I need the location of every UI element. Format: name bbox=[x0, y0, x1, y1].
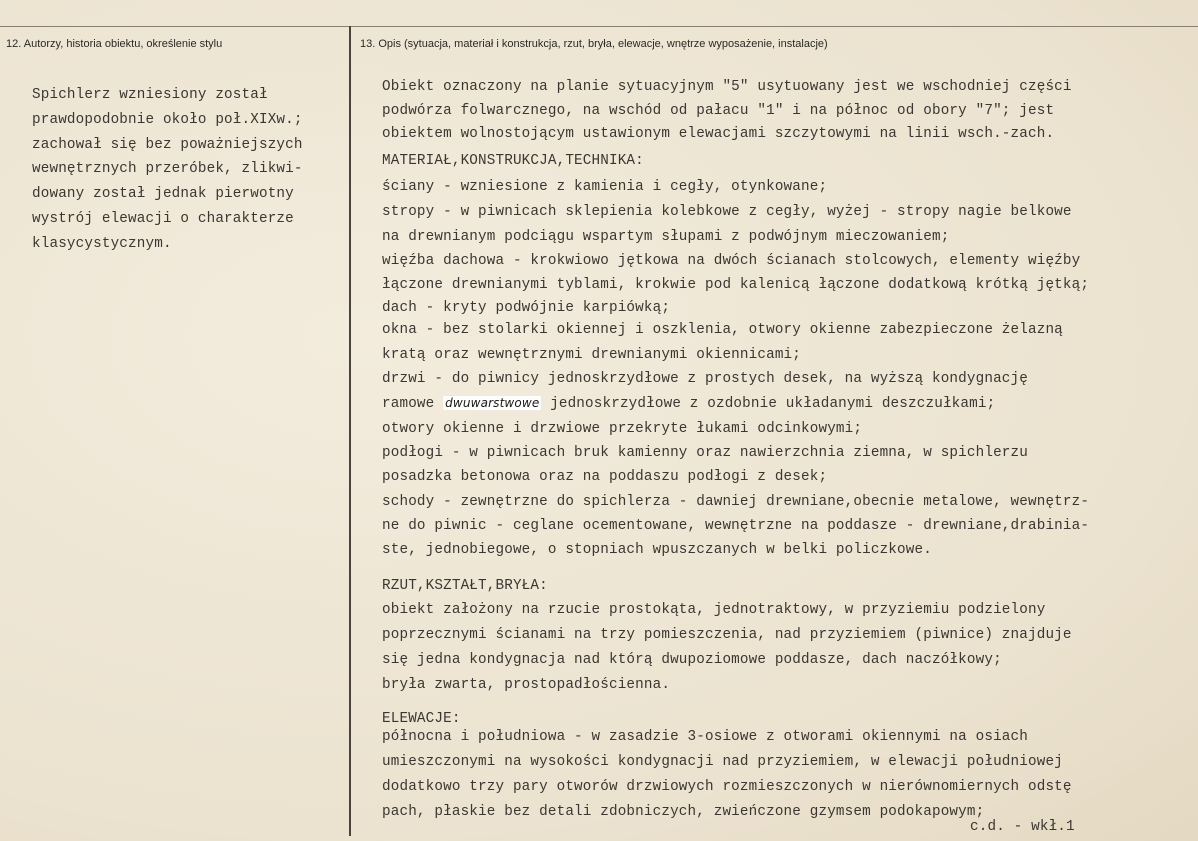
right-line: bryła zwarta, prostopadłościenna. bbox=[382, 677, 671, 693]
right-line: poprzecznymi ścianami na trzy pomieszczenia, nad przyziemiem (piwnice) znajduje bbox=[382, 627, 1072, 643]
right-line: na drewnianym podciągu wspartym słupami z podwójnym mieczowaniem; bbox=[382, 229, 950, 245]
right-line: ne do piwnic - ceglane ocementowane, wewnętrzne na poddasze - drewniane,drabinia- bbox=[382, 518, 1090, 534]
right-line: schody - zewnętrzne do spichlerza - dawniej drewniane,obecnie metalowe, wewnętrz- bbox=[382, 494, 1090, 510]
right-line: więźba dachowa - krokwiowo jętkowa na dwóch ścianach stolcowych, elementy więźby bbox=[382, 253, 1081, 269]
section-heading-plan: RZUT,KSZTAŁT,BRYŁA: bbox=[382, 578, 548, 594]
left-line: prawdopodobnie około poł.XIXw.; bbox=[32, 112, 303, 128]
section-heading-elevations: ELEWACJE: bbox=[382, 711, 461, 727]
left-line: wewnętrznych przeróbek, zlikwi- bbox=[32, 161, 303, 177]
left-line: klasycystycznym. bbox=[32, 236, 172, 252]
right-line: ściany - wzniesione z kamienia i cegły, otynkowane; bbox=[382, 179, 828, 195]
right-line: pach, płaskie bez detali zdobniczych, zwieńczone gzymsem podokapowym; bbox=[382, 804, 985, 820]
continuation-note: c.d. - wkł.1 bbox=[970, 819, 1075, 835]
right-line: otwory okienne i drzwiowe przekryte łukami odcinkowymi; bbox=[382, 421, 863, 437]
header-rule bbox=[0, 26, 1198, 27]
right-line: północna i południowa - w zasadzie 3-osiowe z otworami okiennymi na osiach bbox=[382, 729, 1028, 745]
right-line: okna - bez stolarki okiennej i oszklenia, otwory okienne zabezpieczone żelazną bbox=[382, 322, 1063, 338]
right-line-with-insertion bbox=[382, 396, 995, 412]
right-line: podwórza folwarcznego, na wschód od pałacu "1" i na północ od obory "7"; jest bbox=[382, 103, 1055, 119]
right-line: obiektem wolnostojącym ustawionym elewacjami szczytowymi na linii wsch.-zach. bbox=[382, 126, 1055, 142]
right-line: dach - kryty podwójnie karpiówką; bbox=[382, 300, 671, 316]
typed-prefix: ramowe bbox=[382, 396, 435, 412]
right-line: umieszczonymi na wysokości kondygnacji nad przyziemiem, w elewacji południowej bbox=[382, 754, 1063, 770]
left-line: dowany został jednak pierwotny bbox=[32, 186, 294, 202]
section-heading-material: MATERIAŁ,KONSTRUKCJA,TECHNIKA: bbox=[382, 153, 644, 169]
right-line: posadzka betonowa oraz na poddaszu podłogi z desek; bbox=[382, 469, 828, 485]
handwritten-insertion: dwuwarstwowe bbox=[445, 396, 540, 410]
left-line: wystrój elewacji o charakterze bbox=[32, 211, 294, 227]
typed-suffix: jednoskrzydłowe z ozdobnie układanymi deszczułkami; bbox=[550, 396, 996, 412]
right-line: ste, jednobiegowe, o stopniach wpuszczanych w belki policzkowe. bbox=[382, 542, 932, 558]
column-divider bbox=[349, 26, 351, 836]
right-line: Obiekt oznaczony na planie sytuacyjnym "5" usytuowany jest we wschodniej części bbox=[382, 79, 1072, 95]
left-line: Spichlerz wzniesiony został bbox=[32, 87, 268, 103]
field-13-label: 13. Opis (sytuacja, materiał i konstrukcja, rzut, bryła, elewacje, wnętrze wyposażenie, instalacje) bbox=[360, 38, 828, 50]
right-line: dodatkowo trzy pary otworów drzwiowych rozmieszczonych w nierównomiernych odstę bbox=[382, 779, 1072, 795]
left-line: zachował się bez poważniejszych bbox=[32, 137, 303, 153]
right-line: stropy - w piwnicach sklepienia kolebkowe z cegły, wyżej - stropy nagie belkowe bbox=[382, 204, 1072, 220]
right-line: obiekt założony na rzucie prostokąta, jednotraktowy, w przyziemiu podzielony bbox=[382, 602, 1046, 618]
right-line: łączone drewnianymi tyblami, krokwie pod kalenicą łączone dodatkową krótką jętką; bbox=[382, 277, 1090, 293]
field-12-label: 12. Autorzy, historia obiektu, określenie stylu bbox=[6, 38, 223, 50]
right-line: się jedna kondygnacja nad którą dwupoziomowe poddasze, dach naczółkowy; bbox=[382, 652, 1002, 668]
right-line: drzwi - do piwnicy jednoskrzydłowe z prostych desek, na wyższą kondygnację bbox=[382, 371, 1028, 387]
right-line: kratą oraz wewnętrznymi drewnianymi okiennicami; bbox=[382, 347, 802, 363]
right-line: podłogi - w piwnicach bruk kamienny oraz nawierzchnia ziemna, w spichlerzu bbox=[382, 445, 1028, 461]
